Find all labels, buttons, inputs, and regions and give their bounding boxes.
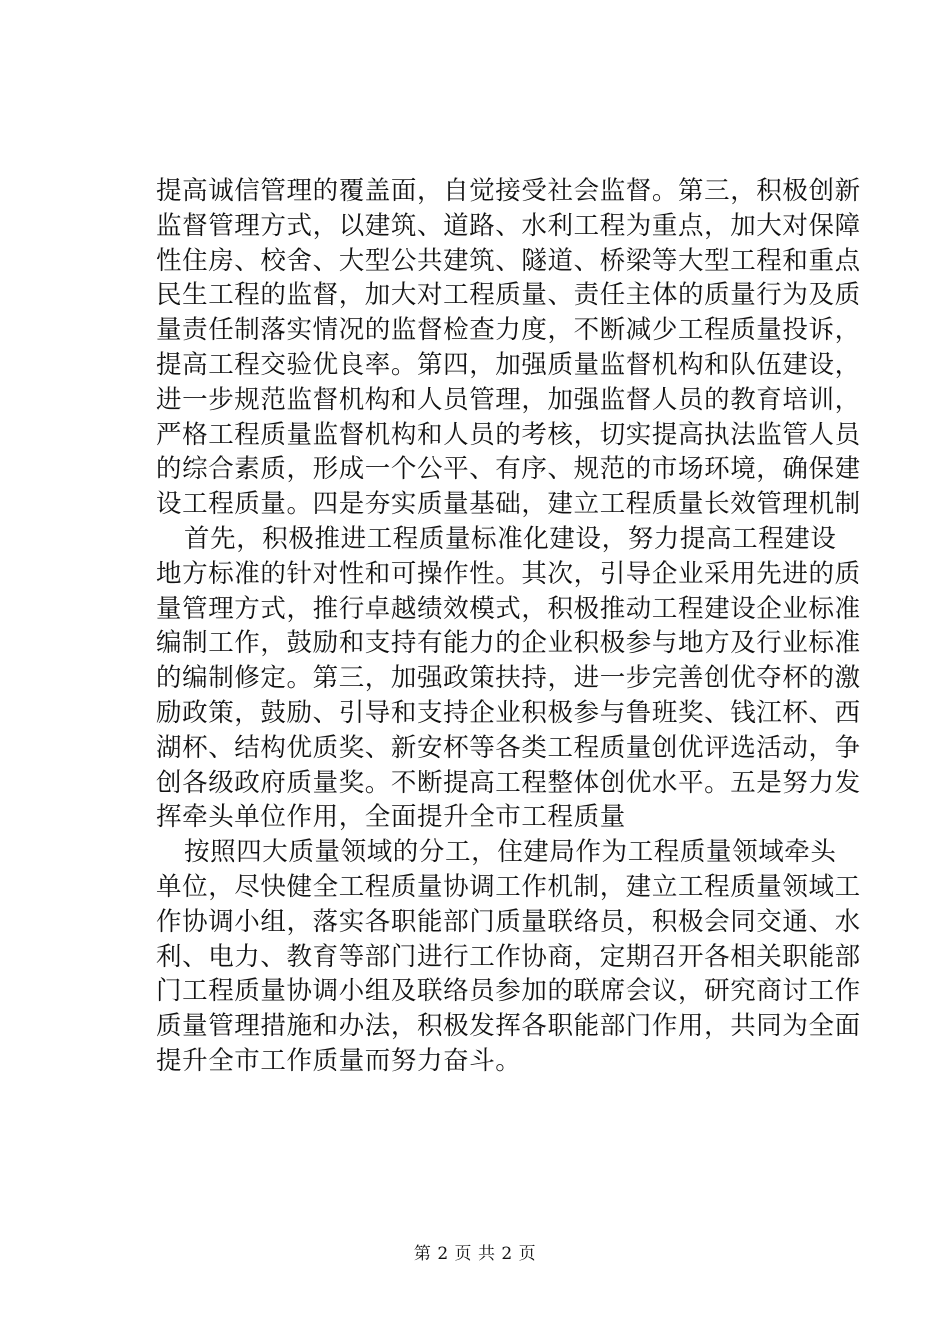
paragraph-2-line-7: 湖杯、结构优质奖、新安杯等各类工程质量创优评选活动，争 — [156, 732, 861, 763]
paragraph-2-line-2: 地方标准的针对性和可操作性。其次，引导企业采用先进的质 — [156, 558, 861, 589]
document-body — [156, 174, 861, 1079]
paragraph-2-line-5: 的编制修定。第三，加强政策扶持，进一步完善创优夺杯的激 — [156, 663, 861, 694]
paragraph-1-line-2: 监督管理方式，以建筑、道路、水利工程为重点，加大对保障 — [156, 210, 861, 241]
paragraph-3-line-4: 利、电力、教育等部门进行工作协商，定期召开各相关职能部 — [156, 941, 861, 972]
paragraph-2-line-6: 励政策，鼓励、引导和支持企业积极参与鲁班奖、钱江杯、西 — [156, 697, 861, 728]
paragraph-1-line-3: 性住房、校舍、大型公共建筑、隧道、桥梁等大型工程和重点 — [156, 245, 861, 276]
paragraph-3-line-3: 作协调小组，落实各职能部门质量联络员，积极会同交通、水 — [156, 906, 861, 937]
paragraph-3-line-7: 提升全市工作质量而努力奋斗。 — [156, 1045, 522, 1076]
paragraph-2-line-9: 挥牵头单位作用，全面提升全市工程质量 — [156, 802, 626, 833]
paragraph-1-line-1: 提高诚信管理的覆盖面，自觉接受社会监督。第三，积极创新 — [156, 176, 861, 206]
paragraph-1-line-10: 设工程质量。四是夯实质量基础，建立工程质量长效管理机制 — [156, 489, 861, 520]
page-number-footer: 第 2 页 共 2 页 — [413, 1244, 537, 1264]
paragraph-1-line-6: 提高工程交验优良率。第四，加强质量监督机构和队伍建设， — [156, 349, 861, 380]
paragraph-1-line-7: 进一步规范监督机构和人员管理，加强监督人员的教育培训， — [156, 384, 861, 415]
paragraph-1-line-8: 严格工程质量监督机构和人员的考核，切实提高执法监管人员 — [156, 419, 861, 450]
paragraph-3-line-1: 按照四大质量领域的分工，住建局作为工程质量领域牵头 — [184, 837, 837, 868]
paragraph-3-line-5: 门工程质量协调小组及联络员参加的联席会议，研究商讨工作 — [156, 976, 861, 1007]
paragraph-2-line-4: 编制工作，鼓励和支持有能力的企业积极参与地方及行业标准 — [156, 628, 861, 659]
paragraph-1-line-5: 量责任制落实情况的监督检查力度，不断减少工程质量投诉， — [156, 315, 861, 346]
paragraph-2-line-3: 量管理方式，推行卓越绩效模式，积极推动工程建设企业标准 — [156, 593, 861, 624]
paragraph-1-line-4: 民生工程的监督，加大对工程质量、责任主体的质量行为及质 — [156, 280, 861, 311]
paragraph-2-line-1: 首先，积极推进工程质量标准化建设，努力提高工程建设 — [184, 523, 837, 554]
paragraph-3-line-6: 质量管理措施和办法，积极发挥各职能部门作用，共同为全面 — [156, 1011, 861, 1042]
paragraph-1-line-9: 的综合素质，形成一个公平、有序、规范的市场环境，确保建 — [156, 454, 861, 485]
paragraph-3-line-2: 单位，尽快健全工程质量协调工作机制，建立工程质量领域工 — [156, 871, 861, 902]
paragraph-2-line-8: 创各级政府质量奖。不断提高工程整体创优水平。五是努力发 — [156, 767, 861, 798]
